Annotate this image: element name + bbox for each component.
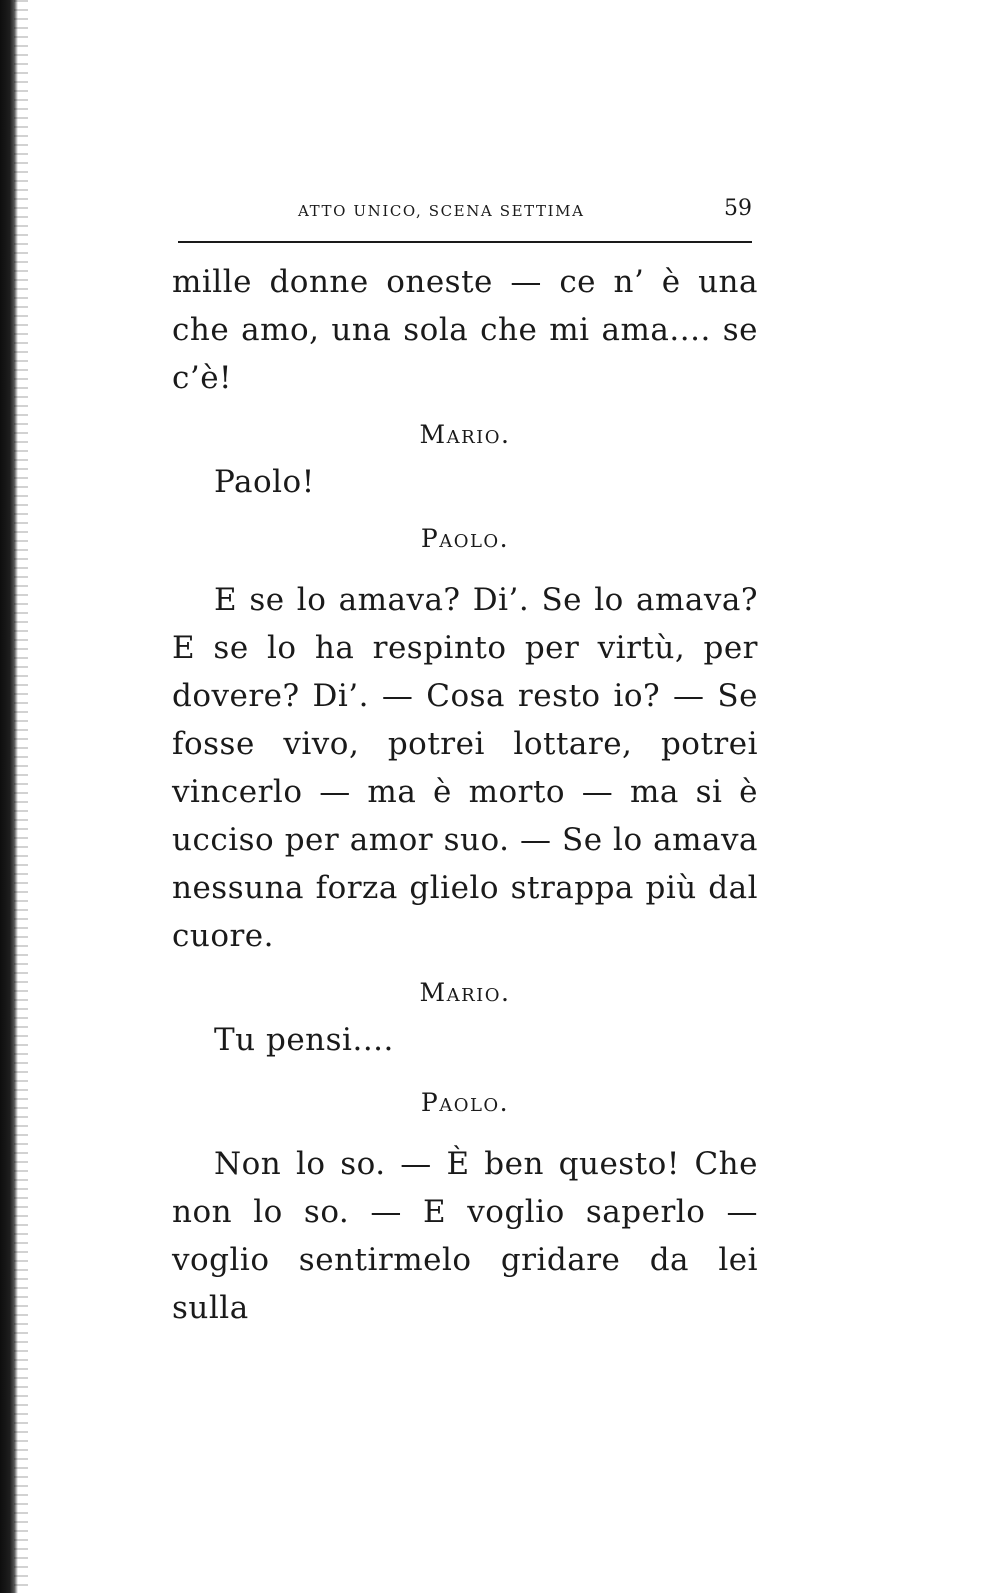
speaker-paolo-2: Paolo. [420, 1088, 510, 1117]
spine-texture [14, 0, 28, 1593]
page-body [172, 258, 758, 1332]
running-title: ATTO UNICO, SCENA SETTIMA [298, 202, 585, 220]
speaker-paolo: Paolo. [420, 524, 510, 553]
line-mario-tu-pensi: Tu pensi.... [214, 1022, 394, 1058]
paragraph-paolo-final: Non lo so. — È ben questo! Che non lo so. — E voglio saperlo — voglio sentirmelo gridare da lei sulla [172, 1146, 758, 1326]
running-header [176, 196, 756, 226]
line-paolo-exclamation: Paolo! [214, 464, 315, 500]
paragraph-continuation: mille donne oneste — ce n’ è una che amo, una sola che mi ama.... se c’è! [172, 264, 758, 396]
page-number: 59 [724, 196, 752, 221]
speaker-mario: Mario. [419, 420, 511, 449]
speaker-mario-2: Mario. [419, 978, 511, 1007]
paragraph-paolo-speech: E se lo amava? Di’. Se lo amava? E se lo ha respinto per virtù, per dovere? Di’. — Cosa resto io? — Se fosse vivo, potrei lottare, potrei vincerlo — ma è morto — ma si è ucciso per amor suo. — Se lo amava nessuna forza glielo strappa più dal cuore. [172, 582, 758, 954]
header-rule [178, 241, 752, 243]
